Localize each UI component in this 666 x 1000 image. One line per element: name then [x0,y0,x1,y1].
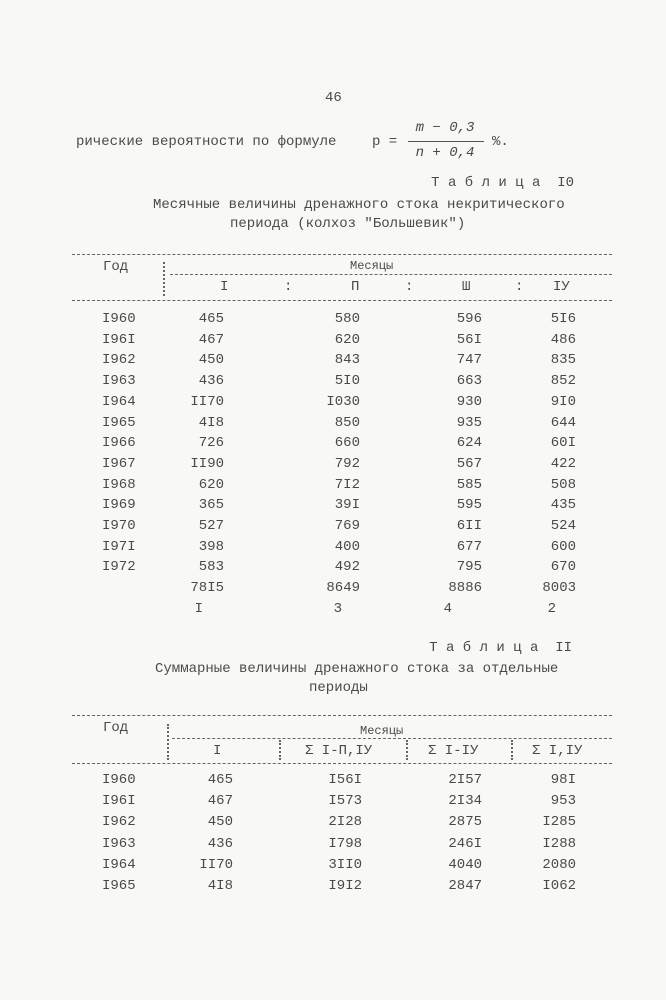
table10-top-rule [72,254,612,255]
page-number: 46 [325,90,342,106]
table10-sep: : [284,279,293,295]
year-cell: I964 [102,856,136,873]
value-cell: 567 [456,455,482,472]
value-cell: I288 [542,835,576,852]
value-cell: 450 [207,814,233,831]
table10-header-rule [72,300,612,301]
year-cell: I969 [102,497,136,514]
value-cell: 398 [198,538,224,555]
formula-denominator: n + 0,4 [415,145,475,161]
value-cell: 486 [550,331,576,348]
value-cell: 583 [198,559,224,576]
value-cell: 4I8 [198,414,224,431]
table11-top-rule [72,715,612,716]
value-cell: 835 [550,352,576,369]
sum-cell: 8886 [448,580,482,597]
value-cell: I285 [542,814,576,831]
value-cell: 585 [456,476,482,493]
value-cell: 600 [550,538,576,555]
value-cell: 5I6 [550,311,576,327]
sum-cell: 8649 [326,580,360,597]
value-cell: II90 [190,455,224,472]
formula-suffix: %. [492,134,509,150]
value-cell: 3II0 [328,856,362,873]
value-cell: 620 [198,476,224,493]
value-cell: 450 [198,352,224,369]
rank-cell: 3 [333,600,342,617]
table11-header-group: Месяцы [360,724,404,738]
value-cell: 769 [334,518,360,534]
value-cell: 2875 [448,814,482,831]
value-cell: 792 [334,455,360,472]
sum-cell: 78I5 [190,580,224,597]
table11-divider [406,740,408,760]
value-cell: 2I57 [448,772,482,788]
value-cell: II70 [190,393,224,410]
table10-title-line1: Месячные величины дренажного стока некритического [153,197,565,213]
year-cell: I972 [102,559,136,576]
value-cell: 843 [334,352,360,369]
value-cell: 527 [198,518,224,534]
intro-text: рические вероятности по формуле [76,134,337,150]
value-cell: I062 [542,878,576,894]
value-cell: I9I2 [328,878,362,894]
table10-col-3: Ш [462,279,471,295]
formula-lhs: p = [372,134,398,150]
value-cell: 98I [550,772,576,788]
value-cell: 436 [207,835,233,852]
year-cell: I960 [102,311,136,327]
value-cell: 4I8 [207,878,233,894]
value-cell: 670 [550,559,576,576]
rank-cell: 4 [443,600,452,617]
value-cell: 508 [550,476,576,493]
year-cell: I965 [102,414,136,431]
value-cell: 524 [550,518,576,534]
year-cell: I96I [102,793,136,810]
value-cell: I56I [328,772,362,788]
table11-group-rule [172,738,612,739]
value-cell: 60I [550,435,576,452]
rank-cell: 2 [547,600,556,617]
year-cell: I963 [102,373,136,390]
value-cell: 465 [198,311,224,327]
table11-header-rule [72,763,612,764]
table11-col-2: Σ I-П,IУ [305,743,373,759]
value-cell: 935 [456,414,482,431]
sum-cell: 8003 [542,580,576,597]
year-cell: I970 [102,518,136,534]
value-cell: 435 [550,497,576,514]
value-cell: 2080 [542,856,576,873]
table10-header-year: Год [103,259,129,275]
value-cell: I030 [326,393,360,410]
value-cell: 467 [207,793,233,810]
value-cell: 726 [198,435,224,452]
rank-cell: I [194,600,203,617]
table11-col-4: Σ I,IУ [532,743,583,759]
value-cell: 677 [456,538,482,555]
value-cell: 6II [456,518,482,534]
table10-group-rule [170,274,612,275]
value-cell: 4040 [448,856,482,873]
value-cell: 39I [334,497,360,514]
value-cell: 644 [550,414,576,431]
value-cell: 747 [456,352,482,369]
value-cell: 56I [456,331,482,348]
value-cell: 580 [334,311,360,327]
year-cell: I966 [102,435,136,452]
value-cell: 852 [550,373,576,390]
table10-col-2: П [351,279,360,295]
year-cell: I963 [102,835,136,852]
value-cell: 930 [456,393,482,410]
value-cell: 467 [198,331,224,348]
value-cell: 850 [334,414,360,431]
table10-col-1: I [220,279,229,295]
table10-divider [163,262,165,296]
value-cell: 596 [456,311,482,327]
value-cell: II70 [199,856,233,873]
formula-numerator: m − 0,3 [415,120,475,136]
value-cell: 663 [456,373,482,390]
table10-title-line2: периода (колхоз "Большевик") [230,216,466,232]
value-cell: 660 [334,435,360,452]
value-cell: 5I0 [334,373,360,390]
year-cell: I967 [102,455,136,472]
value-cell: 2847 [448,878,482,894]
value-cell: 365 [198,497,224,514]
table10-header-group: Месяцы [350,259,394,273]
value-cell: 246I [448,835,482,852]
year-cell: I965 [102,878,136,894]
value-cell: I798 [328,835,362,852]
year-cell: I960 [102,772,136,788]
table11-header-year: Год [103,720,129,736]
fraction-bar [408,141,484,142]
table11-col-3: Σ I-IУ [428,743,479,759]
value-cell: 2I28 [328,814,362,831]
table11-label: Т а б л и ц а II [429,640,572,656]
value-cell: 795 [456,559,482,576]
table11-divider [167,724,169,760]
value-cell: 620 [334,331,360,348]
table11-title-line2: периоды [309,680,368,696]
table10-label: Т а б л и ц а I0 [431,175,574,191]
table11-divider [511,740,513,760]
value-cell: 2I34 [448,793,482,810]
table10-sep: : [405,279,414,295]
table11-col-1: I [213,743,222,759]
year-cell: I962 [102,352,136,369]
value-cell: 465 [207,772,233,788]
value-cell: 492 [334,559,360,576]
table10-col-4: IУ [553,279,570,295]
value-cell: 595 [456,497,482,514]
table10-sep: : [515,279,524,295]
year-cell: I96I [102,331,136,348]
value-cell: 7I2 [334,476,360,493]
year-cell: I962 [102,814,136,831]
year-cell: I97I [102,538,136,555]
year-cell: I968 [102,476,136,493]
year-cell: I964 [102,393,136,410]
value-cell: 953 [550,793,576,810]
value-cell: I573 [328,793,362,810]
value-cell: 422 [550,455,576,472]
value-cell: 400 [334,538,360,555]
table11-title-line1: Суммарные величины дренажного стока за отдельные [155,661,559,677]
value-cell: 9I0 [550,393,576,410]
value-cell: 624 [456,435,482,452]
table11-divider [279,740,281,760]
value-cell: 436 [198,373,224,390]
